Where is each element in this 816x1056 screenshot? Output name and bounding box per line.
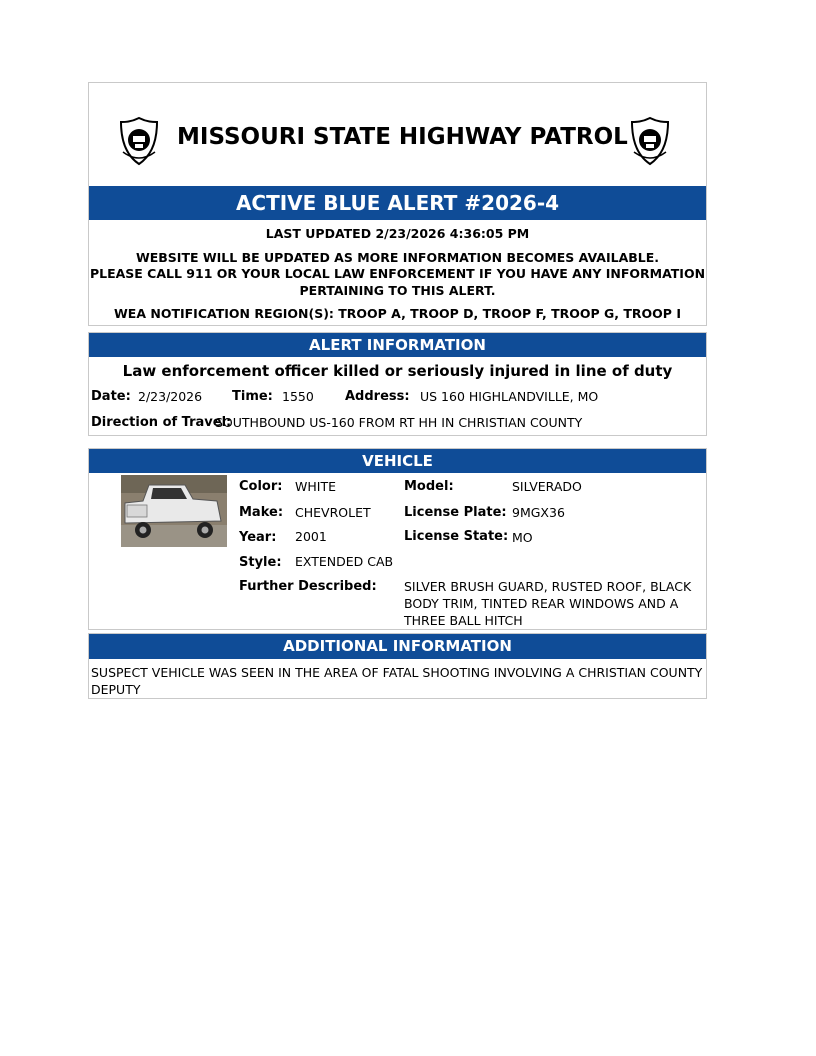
- direction-label: Direction of Travel:: [91, 415, 232, 430]
- alert-banner: ACTIVE BLUE ALERT #2026-4: [89, 186, 706, 220]
- year-label: Year:: [239, 530, 277, 545]
- last-updated: LAST UPDATED 2/23/2026 4:36:05 PM: [265, 226, 530, 241]
- license-state-value: MO: [512, 530, 533, 545]
- license-plate-label: License Plate:: [404, 505, 507, 520]
- additional-info-line-2: DEPUTY: [91, 682, 141, 697]
- color-label: Color:: [239, 479, 283, 494]
- notice-line-2: PLEASE CALL 911 OR YOUR LOCAL LAW ENFORCEMENT IF YOU HAVE ANY INFORMATION: [89, 266, 706, 281]
- header-section: [88, 82, 707, 326]
- additional-info-section: [88, 633, 707, 699]
- model-label: Model:: [404, 479, 454, 494]
- alert-info-section: [88, 332, 707, 436]
- license-plate-value: 9MGX36: [512, 505, 565, 520]
- make-label: Make:: [239, 505, 284, 520]
- year-value: 2001: [295, 529, 327, 544]
- further-described-line-2: BODY TRIM, TINTED REAR WINDOWS AND A: [404, 596, 679, 611]
- wea-regions: WEA NOTIFICATION REGION(S): TROOP A, TROOP D, TROOP F, TROOP G, TROOP I: [114, 306, 681, 321]
- style-value: EXTENDED CAB: [295, 554, 394, 569]
- license-state-label: License State:: [404, 529, 509, 544]
- address-label: Address:: [345, 389, 410, 404]
- further-described-line-3: THREE BALL HITCH: [404, 613, 523, 628]
- page-title: MISSOURI STATE HIGHWAY PATROL: [177, 124, 628, 150]
- time-value: 1550: [282, 389, 314, 404]
- model-value: SILVERADO: [512, 479, 582, 494]
- alert-info-heading: ALERT INFORMATION: [89, 333, 706, 357]
- additional-info-line-1: SUSPECT VEHICLE WAS SEEN IN THE AREA OF FATAL SHOOTING INVOLVING A CHRISTIAN COUNTY: [91, 665, 703, 680]
- further-described-label: Further Described:: [239, 579, 377, 594]
- highway-patrol-seal-icon: [628, 116, 672, 166]
- color-value: WHITE: [295, 479, 336, 494]
- make-value: CHEVROLET: [295, 505, 371, 520]
- notice-line-3: PERTAINING TO THIS ALERT.: [299, 283, 496, 298]
- vehicle-photo: [121, 475, 227, 547]
- direction-value: SOUTHBOUND US-160 FROM RT HH IN CHRISTIAN COUNTY: [215, 415, 583, 430]
- vehicle-section: [88, 448, 707, 630]
- time-label: Time:: [232, 389, 273, 404]
- additional-info-heading: ADDITIONAL INFORMATION: [89, 634, 706, 659]
- address-value: US 160 HIGHLANDVILLE, MO: [420, 389, 599, 404]
- notice-line-1: WEBSITE WILL BE UPDATED AS MORE INFORMATION BECOMES AVAILABLE.: [135, 250, 660, 265]
- highway-patrol-seal-icon: [117, 116, 161, 166]
- date-label: Date:: [91, 389, 131, 404]
- style-label: Style:: [239, 555, 282, 570]
- alert-info-subtitle: Law enforcement officer killed or seriously injured in line of duty: [122, 362, 673, 380]
- further-described-line-1: SILVER BRUSH GUARD, RUSTED ROOF, BLACK: [404, 579, 692, 594]
- vehicle-heading: VEHICLE: [89, 449, 706, 473]
- date-value: 2/23/2026: [138, 389, 203, 404]
